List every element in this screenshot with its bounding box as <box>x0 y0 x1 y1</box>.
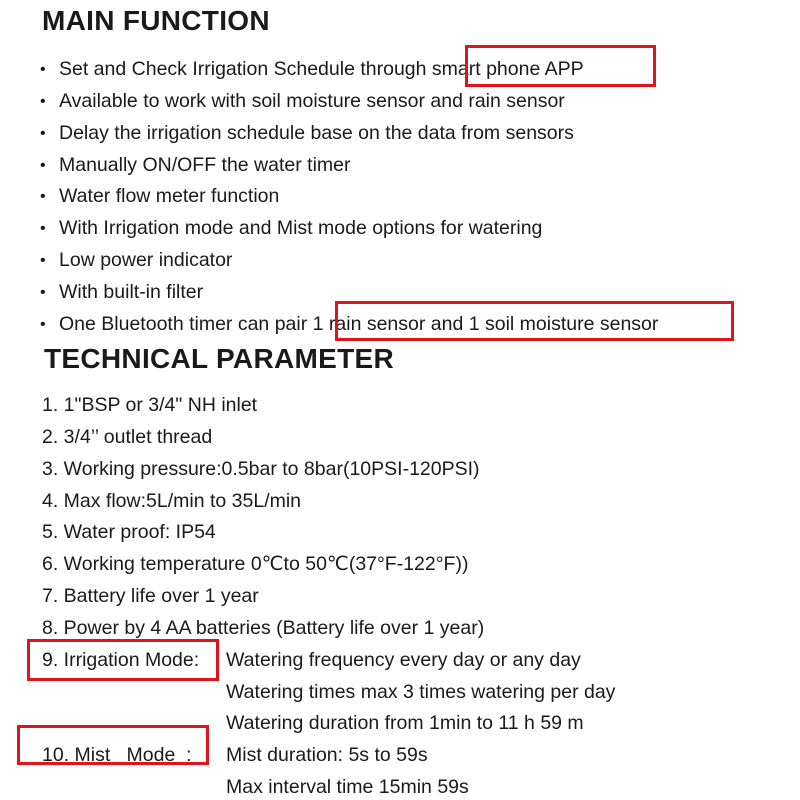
bullet-icon: • <box>40 157 46 174</box>
list-item <box>40 184 279 209</box>
list-item: 5. Water proof: IP54 <box>42 521 216 543</box>
bullet-icon: • <box>40 284 46 301</box>
highlight-box-sensor-pairing <box>335 301 734 341</box>
highlight-box-irrigation-mode <box>27 639 219 681</box>
mist-mode-detail: Max interval time 15min 59s <box>226 776 469 798</box>
highlight-box-mist-mode <box>17 725 209 765</box>
irrigation-mode-detail: Watering duration from 1min to 11 h 59 m <box>226 712 584 734</box>
highlight-box-smart-phone-app <box>465 45 656 87</box>
list-item <box>40 280 203 305</box>
list-item: 2. 3/4’’ outlet thread <box>42 426 213 448</box>
list-item: 8. Power by 4 AA batteries (Battery life over 1 year) <box>42 617 485 639</box>
list-item <box>40 216 542 241</box>
bullet-icon: • <box>40 188 46 205</box>
main-function-heading: MAIN FUNCTION <box>42 5 270 36</box>
list-item: 7. Battery life over 1 year <box>42 585 259 607</box>
list-item-text: Water flow meter function <box>59 185 280 207</box>
bullet-icon: • <box>40 61 46 78</box>
irrigation-mode-label: 9. Irrigation Mode: <box>42 649 200 671</box>
list-item <box>40 121 574 146</box>
list-item <box>40 153 351 178</box>
list-item: 3. Working pressure:0.5bar to 8bar(10PSI-120PSI) <box>42 458 480 480</box>
list-item-text: One Bluetooth timer can pair 1 rain sensor and 1 soil moisture sensor <box>59 313 659 335</box>
bullet-icon: • <box>40 125 46 142</box>
list-item-text: Low power indicator <box>59 249 233 271</box>
mist-mode-detail: Mist duration: 5s to 59s <box>226 744 428 766</box>
list-item: 6. Working temperature 0℃to 50℃(37°F-122°F)) <box>42 553 469 575</box>
list-item-text: With Irrigation mode and Mist mode options for watering <box>59 217 543 239</box>
technical-parameter-heading: TECHNICAL PARAMETER <box>44 343 394 374</box>
list-item: 1. 1"BSP or 3/4" NH inlet <box>42 394 258 416</box>
bullet-icon: • <box>40 93 46 110</box>
bullet-icon: • <box>40 316 46 333</box>
bullet-icon: • <box>40 252 46 269</box>
list-item-text: Available to work with soil moisture sensor and rain sensor <box>59 90 565 112</box>
list-item-text: Set and Check Irrigation Schedule through smart phone APP <box>59 58 584 80</box>
list-item: 4. Max flow:5L/min to 35L/min <box>42 490 302 512</box>
list-item-text: Delay the irrigation schedule base on the data from sensors <box>59 122 574 144</box>
list-item <box>40 89 565 114</box>
mist-mode-label: 10. Mist Mode : <box>42 744 192 766</box>
list-item <box>40 248 232 273</box>
irrigation-mode-detail: Watering times max 3 times watering per day <box>226 681 616 703</box>
irrigation-mode-detail: Watering frequency every day or any day <box>226 649 581 671</box>
bullet-icon: • <box>40 220 46 237</box>
list-item-text: With built-in filter <box>59 281 204 303</box>
list-item-text: Manually ON/OFF the water timer <box>59 154 351 176</box>
